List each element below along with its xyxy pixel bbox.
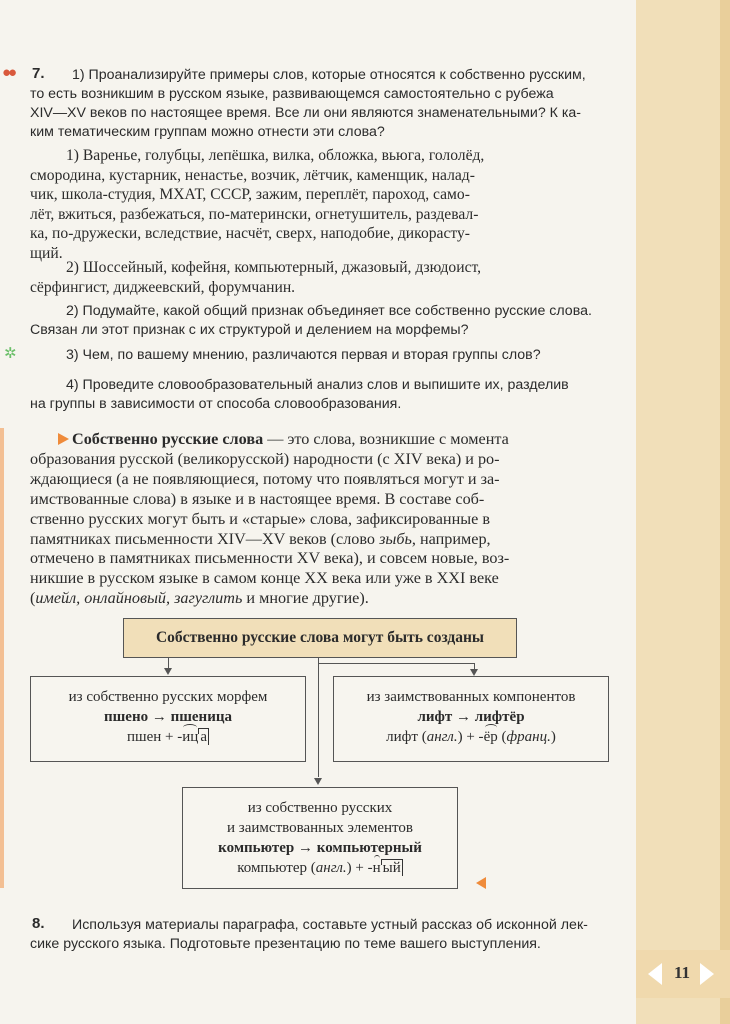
margin-band (636, 0, 730, 1024)
text-line: лёт, вжиться, разбежаться, по-матерински, огнетушитель, раздевал- (30, 205, 479, 223)
arrow-icon: → (151, 709, 167, 725)
text-line: щий. (30, 244, 63, 262)
word-pair (31, 707, 305, 727)
connector-line (318, 657, 319, 777)
task-7-intro (30, 66, 608, 142)
word-to: пшеница (170, 709, 232, 725)
morpheme-breakdown: лифт (англ.) + -ёр (франц.) (386, 729, 556, 745)
word-from: пшено (103, 709, 149, 725)
task-7-group-2 (30, 258, 608, 297)
text-line: Используя материалы параграфа, составьте устный рассказ об исконной лек- (72, 917, 588, 933)
pair-work-icon: ●● (2, 64, 15, 81)
dash: - (177, 729, 183, 745)
text-line: ким тематическим группам можно отнести эти слова? (30, 124, 385, 140)
morpheme-breakdown (31, 727, 305, 747)
task-7-question-4 (30, 376, 608, 414)
text-line (30, 530, 608, 550)
theory-term: Собственно русские слова (72, 430, 264, 448)
task-7-question-2 (30, 302, 608, 340)
arrow-down-icon (314, 778, 322, 785)
text-fragment: памятниках письменности XIV—XV веков (слово (30, 529, 380, 548)
language-label: англ. (426, 729, 458, 745)
page-arrow-right-icon (700, 963, 714, 985)
text-line: ждающиеся (а не появляющиеся, потому что появляться могут и за- (30, 469, 500, 488)
word-to: лифтёр (474, 709, 525, 725)
language-label: англ. (315, 860, 347, 876)
new-words: имейл, онлайновый, загуглить (35, 589, 243, 608)
stem: пшен + (127, 729, 174, 745)
text-line: Связан ли этот признак с их структурой и делением на морфемы? (30, 322, 469, 338)
text-line (30, 589, 608, 609)
example-word: зыбь (379, 529, 412, 548)
page-arrow-left-icon (648, 963, 662, 985)
text-line: ка, по-дружески, вследствие, насчёт, сверх, наподобие, дикорасту- (30, 225, 470, 242)
suffix: ёр (483, 729, 498, 745)
text-line: 3) Чем, по вашему мнению, различаются первая и вторая группы слов? (66, 347, 541, 363)
text-line: то есть возникшим в русском языке, развивающемся самостоятельно с рубежа (30, 86, 554, 102)
morpheme-breakdown: компьютер (англ.) + -н ый (237, 860, 401, 876)
plus: + - (466, 729, 484, 745)
word-pair (183, 838, 457, 858)
stem: лифт (386, 729, 418, 745)
diagram-box-borrowed-components (333, 676, 609, 762)
box-heading: из собственно русских морфем (68, 689, 268, 705)
text-line: чик, школа-студия, МХАТ, СССР, зажим, переплёт, пароход, само- (30, 186, 470, 203)
text-line: имствованные слова) в языке и в настоящее время. В составе соб- (30, 489, 485, 508)
page-number: 11 (673, 963, 691, 982)
word-pair (334, 707, 608, 727)
task-8-text (30, 916, 608, 954)
box-heading: из собственно русских (247, 800, 393, 816)
suffix: иц (182, 729, 199, 745)
task-7-group-1 (30, 146, 608, 263)
diagram-title-box: Собственно русские слова могут быть созданы (123, 618, 517, 658)
text-fragment: — это слова, возникшие с момента (263, 430, 509, 448)
task-8-number: 8. (32, 915, 45, 932)
ending: ый (382, 860, 401, 876)
text-line: сёрфингист, диджеевский, форумчанин. (30, 278, 296, 296)
word-to: компьютерный (316, 840, 422, 856)
suffix: н (372, 860, 381, 876)
text-fragment: и многие другие). (242, 589, 369, 608)
text-line: 2) Шоссейный, кофейня, компьютерный, джазовый, дзюдоист, (66, 259, 482, 276)
text-line: сике русского языка. Подготовьте презентацию по теме вашего выступления. (30, 936, 541, 952)
arrow-icon: → (298, 840, 313, 856)
star-icon: ✲ (4, 345, 17, 362)
theory-margin-rule (0, 428, 4, 888)
language-label: франц. (506, 729, 551, 745)
text-fragment: ( (30, 589, 36, 608)
task-7-number: 7. (32, 65, 45, 82)
connector-line (318, 663, 475, 664)
arrow-down-icon (470, 669, 478, 676)
diagram-box-russian-morphemes (30, 676, 306, 762)
box-heading: и заимствованных элементов (227, 820, 413, 836)
arrow-down-icon (164, 668, 172, 675)
text-line: 1) Варенье, голубцы, лепёшка, вилка, обложка, вьюга, гололёд, (66, 147, 485, 164)
text-line: 4) Проведите словообразовательный анализ слов и выпишите их, разделив (66, 377, 569, 393)
text-line: образования русской (великорусской) народности (с XIV века) и ро- (30, 449, 500, 468)
plus: + - (355, 860, 373, 876)
stem: компьютер (237, 860, 308, 876)
section-end-marker-icon (476, 877, 486, 889)
theory-paragraph (30, 430, 608, 609)
word-from: компьютер (218, 840, 295, 856)
task-7-question-3 (30, 346, 608, 365)
text-line: отмечено в памятниках письменности XV века), и совсем новые, воз- (30, 549, 510, 568)
word-from: лифт (417, 709, 453, 725)
box-heading: из заимствованных компонентов (366, 689, 576, 705)
text-fragment: , например, (411, 529, 491, 548)
text-line (30, 430, 608, 450)
text-line: смородина, кустарник, ненастье, возчик, лётчик, каменщик, налад- (30, 166, 475, 184)
text-line: никшие в русском языке в самом конце XX века или уже в XXI веке (30, 569, 499, 588)
text-line: XIV—XV веков по настоящее время. Все ли они являются знаменательными? К ка- (30, 105, 582, 121)
text-line: на группы в зависимости от способа словообразования. (30, 396, 402, 412)
diagram-box-mixed-elements (182, 787, 458, 889)
arrow-icon: → (456, 709, 471, 725)
margin-strip (720, 0, 730, 1024)
text-line: 2) Подумайте, какой общий признак объединяет все собственно русские слова. (66, 303, 592, 319)
text-line: 1) Проанализируйте примеры слов, которые относятся к собственно русским, (72, 67, 586, 83)
ending: а (200, 729, 207, 745)
text-line: ственно русских могут быть и «старые» слова, зафиксированные в (30, 509, 490, 528)
